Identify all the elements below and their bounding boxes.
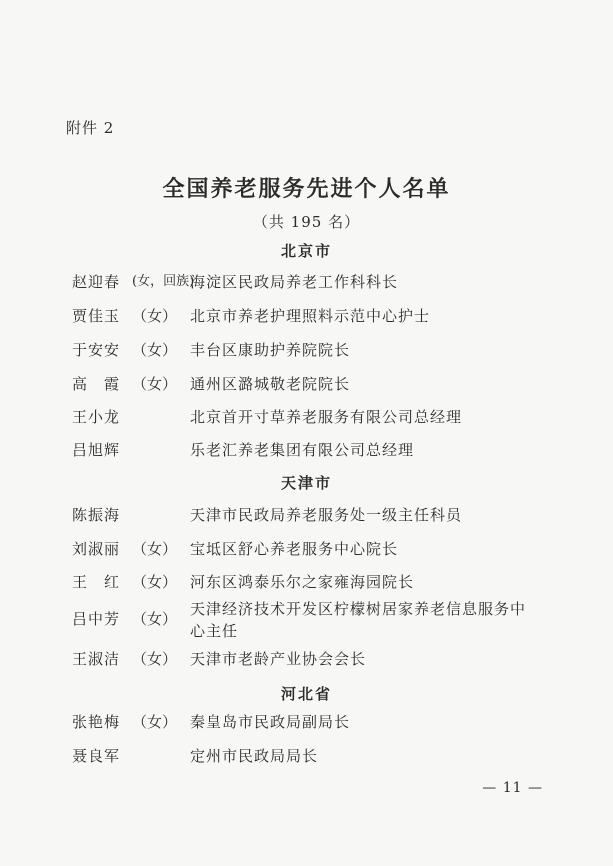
person-title: 天津市民政局养老服务处一级主任科员 xyxy=(190,506,463,524)
person-title: 河东区鸿泰乐尔之家雍海园院长 xyxy=(190,573,415,591)
person-title: 天津市老龄产业协会会长 xyxy=(190,650,367,668)
person-note: （女） xyxy=(132,610,178,628)
person-name: 赵迎春 xyxy=(72,273,121,291)
person-note: （女） xyxy=(132,341,178,359)
person-name: 张艳梅 xyxy=(72,713,121,731)
person-note: （女） xyxy=(132,540,178,558)
page-subtitle: （共 195 名） xyxy=(252,213,361,231)
person-name: 王小龙 xyxy=(72,408,121,426)
section-heading-hebei: 河北省 xyxy=(280,685,332,703)
person-title: 北京市养老护理照料示范中心护士 xyxy=(190,307,431,325)
person-title: 定州市民政局局长 xyxy=(190,747,319,765)
person-note: （女） xyxy=(132,375,178,393)
person-title: 丰台区康助护养院院长 xyxy=(190,341,351,359)
person-name: 陈振海 xyxy=(72,506,121,524)
person-title: 乐老汇养老集团有限公司总经理 xyxy=(190,441,415,459)
person-note: （女） xyxy=(132,713,178,731)
attachment-label: 附件 2 xyxy=(66,119,115,137)
person-note: （女） xyxy=(132,307,178,325)
person-note: （女） xyxy=(132,650,178,668)
person-name: 于安安 xyxy=(72,341,121,359)
person-title: 秦皇岛市民政局副局长 xyxy=(190,713,351,731)
person-name: 聂良军 xyxy=(72,747,121,765)
person-title: 宝坻区舒心养老服务中心院长 xyxy=(190,540,399,558)
person-name: 刘淑丽 xyxy=(72,540,121,558)
person-note: （女） xyxy=(132,573,178,591)
person-name: 王 红 xyxy=(72,573,121,591)
person-name: 贾佳玉 xyxy=(72,307,121,325)
page-number: — 11 — xyxy=(482,780,543,796)
person-name: 吕旭辉 xyxy=(72,441,121,459)
person-name: 王淑洁 xyxy=(72,650,121,668)
person-title: 海淀区民政局养老工作科科长 xyxy=(190,273,399,291)
page-title: 全国养老服务先进个人名单 xyxy=(162,176,451,202)
person-name: 高 霞 xyxy=(72,375,121,393)
person-title: 天津经济技术开发区柠檬树居家养老信息服务中心主任 xyxy=(190,600,527,640)
section-heading-tianjin: 天津市 xyxy=(280,474,332,492)
person-note: (女，回族) xyxy=(132,274,195,289)
person-title: 北京首开寸草养老服务有限公司总经理 xyxy=(190,408,463,426)
person-title: 通州区潞城敬老院院长 xyxy=(190,375,351,393)
section-heading-beijing: 北京市 xyxy=(280,242,332,260)
person-name: 吕中芳 xyxy=(72,610,121,628)
